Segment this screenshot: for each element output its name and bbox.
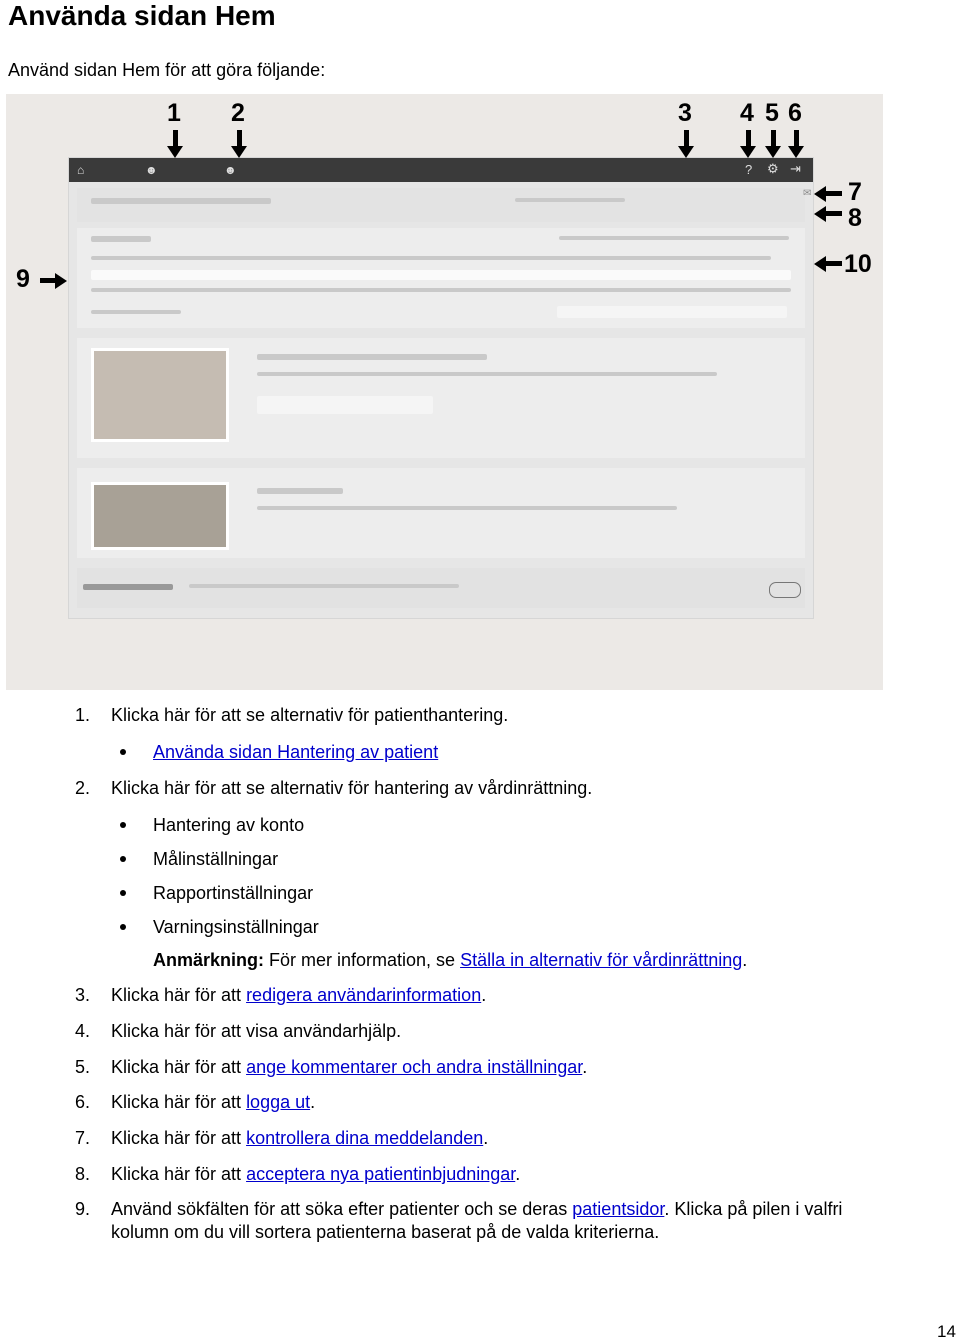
note: Anmärkning: För mer information, se Ställa in alternativ för vårdinrättning. [153,950,748,970]
bullet-icon [120,924,126,930]
accu-chek-logo [83,584,173,590]
gear-icon: ⚙ [767,161,779,176]
search-fields [91,270,791,280]
home-icon: ⌂ [77,163,85,177]
link-patient-management[interactable]: Använda sidan Hantering av patient [153,742,439,762]
arrow-down-icon [788,146,804,158]
arrow-right-icon [55,273,67,289]
app-screenshot [69,158,813,618]
sharing-photo [91,482,229,550]
bullet-icon [120,890,126,896]
link-messages[interactable]: kontrollera dina meddelanden [246,1128,484,1148]
callout-10: 10 [844,250,872,278]
help-icon: ? [745,162,753,177]
arrow-down-icon [231,146,247,158]
arrow-down-icon [167,146,183,158]
bullet-icon [120,856,126,862]
callout-3: 3 [678,99,692,127]
page-number: 14 [937,1322,956,1341]
mail-icon: ✉ [803,188,812,199]
link-comments-settings[interactable]: ange kommentarer och andra inställningar [246,1057,583,1077]
callout-6: 6 [788,99,802,127]
bullet-icon [120,749,126,755]
link-logout[interactable]: logga ut [246,1092,311,1112]
intro-text: Använd sidan Hem för att göra följande: [8,60,326,80]
arrow-left-icon [814,206,826,222]
footer-panel [77,568,805,608]
callout-5: 5 [765,99,779,127]
patients-icon: ☻ [145,163,158,177]
callout-2: 2 [231,99,245,127]
arrow-down-icon [678,146,694,158]
callout-9: 9 [16,265,30,293]
callout-4: 4 [740,99,754,127]
link-invitations[interactable]: acceptera nya patientinbjudningar [246,1164,516,1184]
device-photo [91,348,229,442]
logout-icon: ⇥ [790,161,801,176]
arrow-down-icon [765,146,781,158]
download-buttons [257,396,433,414]
bullet-icon [120,822,126,828]
clinic-icon: ☻ [224,163,237,177]
link-patient-pages[interactable]: patientsidor [572,1199,665,1219]
page-title: Använda sidan Hem [8,0,276,31]
arrow-down-icon [740,146,756,158]
app-top-bar [69,158,813,182]
screenshot-figure [6,94,883,690]
roche-logo [769,582,801,598]
welcome-panel [77,188,805,222]
pagination [557,306,787,318]
link-edit-user[interactable]: redigera användarinformation [246,985,482,1005]
note-label: Anmärkning: [153,950,265,970]
callout-1: 1 [167,99,181,127]
arrow-left-icon [814,186,826,202]
arrow-left-icon [814,256,826,272]
callout-8: 8 [848,204,862,232]
callout-7: 7 [848,178,862,206]
link-clinic-settings[interactable]: Ställa in alternativ för vårdinrättning [460,950,743,970]
